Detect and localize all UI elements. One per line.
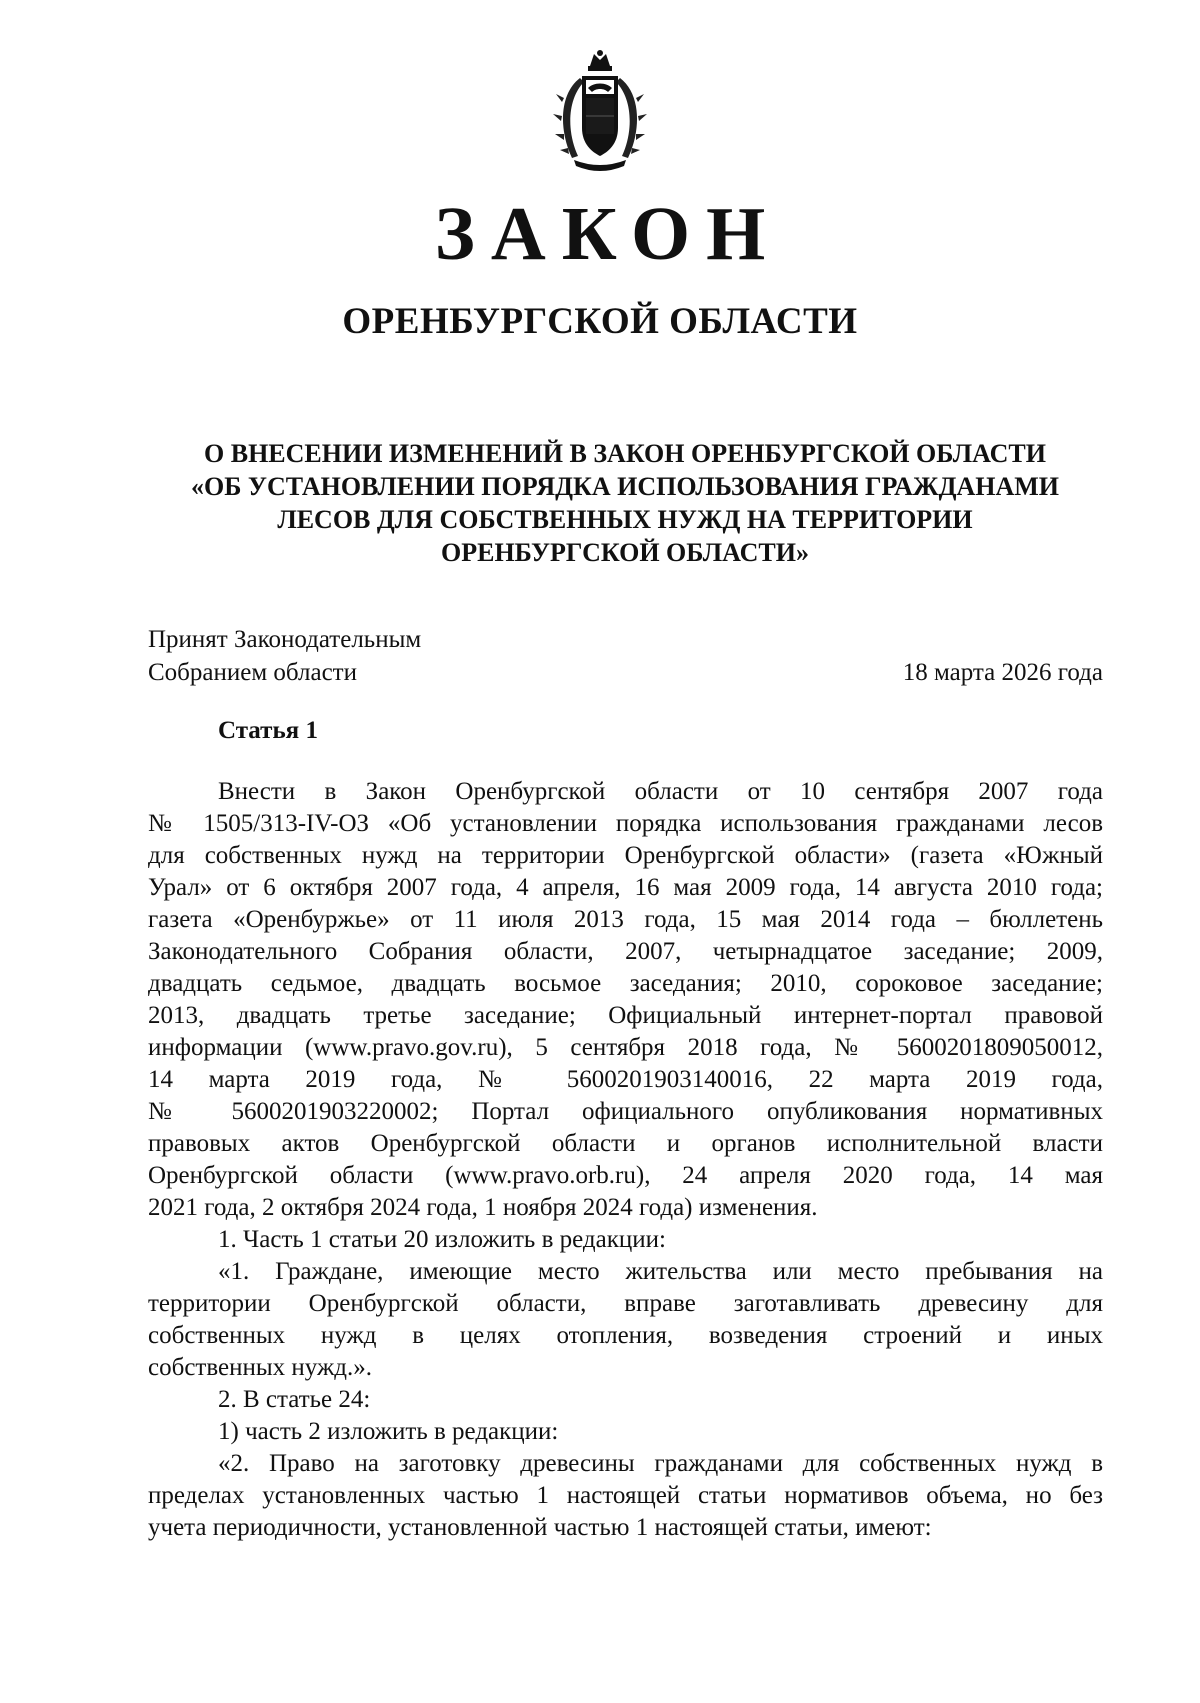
paragraph-line: 2021 года, 2 октября 2024 года, 1 ноября 2024 года) изменения. (148, 1194, 818, 1221)
document-title: ЗАКОН (434, 192, 782, 276)
law-heading (150, 437, 1100, 569)
paragraph-line: 14 марта 2019 года, № 5600201903140016, 22 марта 2019 года, (148, 1066, 1103, 1093)
paragraph-line: двадцать седьмое, двадцать восьмое заседания; 2010, сороковое заседание; (148, 970, 1103, 997)
paragraph-line: 2013, двадцать третье заседание; Официальный интернет-портал правовой (148, 1002, 1103, 1029)
paragraph-line: № 1505/313-IV-ОЗ «Об установлении порядка использования гражданами лесов (148, 810, 1103, 837)
quote-line: собственных нужд.». (148, 1354, 372, 1381)
adoption-date: 18 марта 2026 года (902, 659, 1103, 686)
paragraph-line: Оренбургской области (www.pravo.orb.ru), 24 апреля 2020 года, 14 мая (148, 1162, 1103, 1189)
adoption-line: Собранием области (148, 659, 357, 686)
quote-line: пределах установленных частью 1 настоящей статьи нормативов объема, но без (148, 1482, 1103, 1509)
paragraph-line: правовых актов Оренбургской области и органов исполнительной власти (148, 1130, 1103, 1157)
paragraph-line: Урал» от 6 октября 2007 года, 4 апреля, 16 мая 2009 года, 14 августа 2010 года; (148, 874, 1103, 901)
law-heading-line: ОРЕНБУРГСКОЙ ОБЛАСТИ» (441, 538, 809, 567)
coat-of-arms-icon (550, 48, 650, 176)
quote-line: собственных нужд в целях отопления, возведения строений и иных (148, 1322, 1103, 1349)
sub-item-title: 1) часть 2 изложить в редакции: (218, 1418, 559, 1445)
item-title: 1. Часть 1 статьи 20 изложить в редакции: (218, 1226, 666, 1253)
paragraph-line: для собственных нужд на территории Оренбургской области» (газета «Южный (148, 842, 1103, 869)
law-heading-line: О ВНЕСЕНИИ ИЗМЕНЕНИЙ В ЗАКОН ОРЕНБУРГСКОЙ ОБЛАСТИ (204, 439, 1046, 468)
paragraph-line: № 5600201903220002; Портал официального опубликования нормативных (148, 1098, 1103, 1125)
paragraph-line: Внести в Закон Оренбургской области от 10 сентября 2007 года (218, 778, 1103, 805)
article-body (148, 776, 1103, 1544)
quote-line: «1. Граждане, имеющие место жительства или место пребывания на (218, 1258, 1103, 1285)
item-title: 2. В статье 24: (218, 1386, 371, 1413)
quote-line: учета периодичности, установленной частью 1 настоящей статьи, имеют: (148, 1514, 932, 1541)
quote-line: территории Оренбургской области, вправе заготавливать древесину для (148, 1290, 1103, 1317)
law-heading-line: «ОБ УСТАНОВЛЕНИИ ПОРЯДКА ИСПОЛЬЗОВАНИЯ ГРАЖДАНАМИ (191, 472, 1059, 501)
document-subtitle: ОРЕНБУРГСКОЙ ОБЛАСТИ (342, 301, 858, 342)
adoption-line: Принят Законодательным (148, 626, 422, 653)
paragraph-line: Законодательного Собрания области, 2007, четырнадцатое заседание; 2009, (148, 938, 1103, 965)
adoption-block (148, 623, 421, 689)
paragraph-line: газета «Оренбуржье» от 11 июля 2013 года, 15 мая 2014 года – бюллетень (148, 906, 1103, 933)
quote-line: «2. Право на заготовку древесины гражданами для собственных нужд в (218, 1450, 1103, 1477)
paragraph-line: информации (www.pravo.gov.ru), 5 сентября 2018 года, № 5600201809050012, (148, 1034, 1103, 1061)
article-title: Статья 1 (218, 717, 318, 744)
law-heading-line: ЛЕСОВ ДЛЯ СОБСТВЕННЫХ НУЖД НА ТЕРРИТОРИИ (277, 505, 973, 534)
